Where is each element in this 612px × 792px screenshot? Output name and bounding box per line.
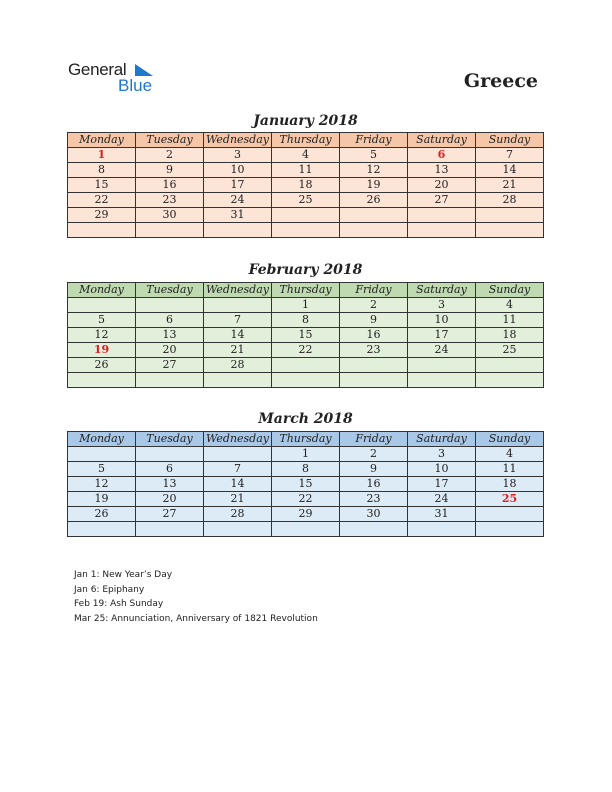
day-cell: 28 [204, 507, 272, 522]
holiday-note: Mar 25: Annunciation, Anniversary of 1821 Revolution [74, 613, 318, 624]
day-cell: 15 [68, 178, 136, 193]
weekday-header-row [68, 432, 544, 447]
day-cell: 9 [340, 462, 408, 477]
day-cell [68, 223, 136, 238]
day-cell: 7 [204, 462, 272, 477]
day-cell: 29 [68, 208, 136, 223]
day-cell [136, 223, 204, 238]
day-cell: 20 [136, 492, 204, 507]
day-cell [272, 373, 340, 388]
logo-text-blue: Blue [118, 76, 153, 95]
day-cell: 7 [204, 313, 272, 328]
week-row [68, 328, 544, 343]
day-cell: 25 [272, 193, 340, 208]
day-cell [476, 358, 544, 373]
week-row [68, 507, 544, 522]
weekday-header-row [68, 283, 544, 298]
month-title-february: February 2018 [248, 262, 363, 278]
day-cell: 16 [136, 178, 204, 193]
day-cell: 29 [272, 507, 340, 522]
calendar-january [67, 132, 544, 238]
day-cell: 14 [204, 328, 272, 343]
day-cell: 1 [68, 148, 136, 163]
weekday-header: Friday [340, 432, 408, 447]
day-cell [272, 522, 340, 537]
day-cell [272, 223, 340, 238]
weekday-header: Sunday [476, 432, 544, 447]
day-cell: 26 [340, 193, 408, 208]
country-title: Greece [463, 70, 538, 92]
day-cell: 18 [272, 178, 340, 193]
week-row [68, 373, 544, 388]
weekday-header: Tuesday [136, 432, 204, 447]
calendar-february [67, 282, 544, 388]
weekday-header: Sunday [476, 283, 544, 298]
week-row [68, 462, 544, 477]
day-cell [136, 298, 204, 313]
day-cell: 19 [68, 492, 136, 507]
day-cell [204, 447, 272, 462]
day-cell [340, 373, 408, 388]
day-cell: 26 [68, 358, 136, 373]
day-cell: 11 [272, 163, 340, 178]
day-cell [68, 522, 136, 537]
day-cell: 4 [272, 148, 340, 163]
week-row [68, 148, 544, 163]
day-cell: 2 [340, 447, 408, 462]
day-cell: 1 [272, 298, 340, 313]
week-row [68, 343, 544, 358]
day-cell [136, 373, 204, 388]
day-cell: 24 [408, 343, 476, 358]
day-cell: 22 [272, 492, 340, 507]
month-title-january: January 2018 [253, 113, 358, 129]
day-cell: 19 [340, 178, 408, 193]
day-cell: 18 [476, 328, 544, 343]
day-cell: 3 [408, 447, 476, 462]
week-row [68, 522, 544, 537]
day-cell: 28 [476, 193, 544, 208]
day-cell: 11 [476, 462, 544, 477]
day-cell: 14 [204, 477, 272, 492]
day-cell [136, 522, 204, 537]
weekday-header: Wednesday [204, 133, 272, 148]
day-cell: 27 [136, 507, 204, 522]
day-cell [136, 447, 204, 462]
day-cell: 21 [204, 343, 272, 358]
day-cell: 31 [408, 507, 476, 522]
week-row [68, 163, 544, 178]
day-cell: 9 [340, 313, 408, 328]
day-cell: 1 [272, 447, 340, 462]
day-cell: 18 [476, 477, 544, 492]
day-cell [476, 507, 544, 522]
weekday-header: Wednesday [204, 432, 272, 447]
weekday-header: Thursday [272, 283, 340, 298]
day-cell: 16 [340, 328, 408, 343]
day-cell: 19 [68, 343, 136, 358]
weekday-header-row [68, 133, 544, 148]
day-cell: 3 [204, 148, 272, 163]
day-cell: 4 [476, 298, 544, 313]
holiday-note: Jan 6: Epiphany [74, 584, 145, 595]
day-cell [476, 373, 544, 388]
day-cell: 15 [272, 328, 340, 343]
day-cell [340, 223, 408, 238]
day-cell: 5 [340, 148, 408, 163]
day-cell: 6 [136, 462, 204, 477]
day-cell: 3 [408, 298, 476, 313]
day-cell: 27 [408, 193, 476, 208]
day-cell: 7 [476, 148, 544, 163]
day-cell: 25 [476, 343, 544, 358]
weekday-header: Saturday [408, 133, 476, 148]
day-cell: 10 [204, 163, 272, 178]
day-cell [204, 373, 272, 388]
weekday-header: Saturday [408, 432, 476, 447]
day-cell: 26 [68, 507, 136, 522]
weekday-header: Monday [68, 432, 136, 447]
day-cell: 13 [136, 328, 204, 343]
day-cell: 17 [204, 178, 272, 193]
calendar-march [67, 431, 544, 537]
day-cell [408, 208, 476, 223]
day-cell: 12 [68, 477, 136, 492]
day-cell: 5 [68, 462, 136, 477]
day-cell: 9 [136, 163, 204, 178]
day-cell: 15 [272, 477, 340, 492]
day-cell [340, 522, 408, 537]
week-row [68, 313, 544, 328]
day-cell: 8 [68, 163, 136, 178]
day-cell [272, 208, 340, 223]
day-cell [408, 358, 476, 373]
day-cell: 17 [408, 328, 476, 343]
holiday-note: Jan 1: New Year’s Day [74, 570, 173, 580]
day-cell: 11 [476, 313, 544, 328]
day-cell: 25 [476, 492, 544, 507]
day-cell: 13 [408, 163, 476, 178]
day-cell [408, 522, 476, 537]
weekday-header: Monday [68, 283, 136, 298]
day-cell: 2 [136, 148, 204, 163]
day-cell [340, 208, 408, 223]
weekday-header: Thursday [272, 133, 340, 148]
day-cell [68, 298, 136, 313]
day-cell: 24 [204, 193, 272, 208]
day-cell: 20 [136, 343, 204, 358]
day-cell: 12 [68, 328, 136, 343]
week-row [68, 492, 544, 507]
day-cell [68, 447, 136, 462]
weekday-header: Tuesday [136, 283, 204, 298]
day-cell: 10 [408, 313, 476, 328]
week-row [68, 178, 544, 193]
day-cell [476, 522, 544, 537]
weekday-header: Saturday [408, 283, 476, 298]
week-row [68, 358, 544, 373]
day-cell: 21 [476, 178, 544, 193]
day-cell: 6 [408, 148, 476, 163]
day-cell: 10 [408, 462, 476, 477]
brand-logo [68, 60, 168, 96]
weekday-header: Thursday [272, 432, 340, 447]
day-cell: 23 [340, 492, 408, 507]
day-cell [204, 522, 272, 537]
day-cell: 8 [272, 313, 340, 328]
day-cell: 23 [136, 193, 204, 208]
weekday-header: Sunday [476, 133, 544, 148]
day-cell [204, 298, 272, 313]
day-cell: 30 [136, 208, 204, 223]
day-cell [68, 373, 136, 388]
day-cell [476, 223, 544, 238]
weekday-header: Tuesday [136, 133, 204, 148]
day-cell: 16 [340, 477, 408, 492]
weekday-header: Monday [68, 133, 136, 148]
day-cell: 23 [340, 343, 408, 358]
day-cell: 28 [204, 358, 272, 373]
logo-triangle-icon [135, 64, 153, 76]
week-row [68, 298, 544, 313]
logo-text-general: General [68, 60, 127, 79]
day-cell: 27 [136, 358, 204, 373]
day-cell: 13 [136, 477, 204, 492]
day-cell: 30 [340, 507, 408, 522]
day-cell: 5 [68, 313, 136, 328]
day-cell [204, 223, 272, 238]
weekday-header: Wednesday [204, 283, 272, 298]
day-cell: 22 [68, 193, 136, 208]
holiday-note: Feb 19: Ash Sunday [74, 599, 164, 609]
day-cell: 31 [204, 208, 272, 223]
day-cell: 24 [408, 492, 476, 507]
week-row [68, 447, 544, 462]
month-title-march: March 2018 [258, 411, 353, 427]
holiday-notes [74, 568, 318, 626]
day-cell [476, 208, 544, 223]
day-cell [272, 358, 340, 373]
week-row [68, 193, 544, 208]
weekday-header: Friday [340, 283, 408, 298]
day-cell: 22 [272, 343, 340, 358]
day-cell: 2 [340, 298, 408, 313]
day-cell: 21 [204, 492, 272, 507]
week-row [68, 223, 544, 238]
week-row [68, 208, 544, 223]
weekday-header: Friday [340, 133, 408, 148]
week-row [68, 477, 544, 492]
day-cell: 6 [136, 313, 204, 328]
day-cell [408, 373, 476, 388]
day-cell: 17 [408, 477, 476, 492]
day-cell [340, 358, 408, 373]
day-cell: 8 [272, 462, 340, 477]
day-cell: 12 [340, 163, 408, 178]
day-cell [408, 223, 476, 238]
day-cell: 20 [408, 178, 476, 193]
day-cell: 14 [476, 163, 544, 178]
day-cell: 4 [476, 447, 544, 462]
